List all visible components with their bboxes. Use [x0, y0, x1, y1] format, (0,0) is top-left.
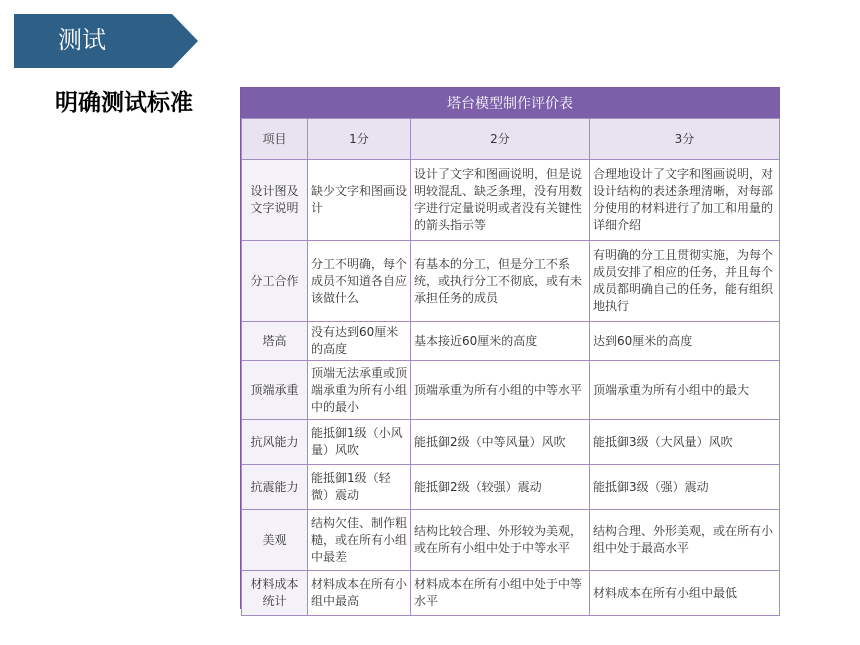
section-header-title: 测试 [58, 26, 106, 54]
column-header-score-3: 3分 [590, 119, 780, 160]
score-3-cell: 材料成本在所有小组中最低 [590, 571, 780, 616]
section-header-banner [14, 14, 198, 68]
table-row [242, 465, 780, 510]
table-header-row [242, 119, 780, 160]
score-2-cell: 材料成本在所有小组中处于中等水平 [411, 571, 590, 616]
row-item: 设计图及文字说明 [242, 160, 308, 241]
table-row [242, 510, 780, 571]
row-item: 抗风能力 [242, 420, 308, 465]
score-1-cell: 分工不明确，每个成员不知道各自应该做什么 [308, 241, 411, 322]
table-row [242, 160, 780, 241]
score-1-cell: 材料成本在所有小组中最高 [308, 571, 411, 616]
table-row [242, 361, 780, 420]
score-3-cell: 能抵御3级（大风量）风吹 [590, 420, 780, 465]
table-title: 塔台模型制作评价表 [241, 88, 779, 118]
score-3-cell: 结构合理、外形美观，或在所有小组中处于最高水平 [590, 510, 780, 571]
score-2-cell: 设计了文字和图画说明，但是说明较混乱、缺乏条理，没有用数字进行定量说明或者没有关键性的箭头指示等 [411, 160, 590, 241]
column-header-score-2: 2分 [411, 119, 590, 160]
score-1-cell: 缺少文字和图画设计 [308, 160, 411, 241]
row-item: 材料成本统计 [242, 571, 308, 616]
score-2-cell: 顶端承重为所有小组的中等水平 [411, 361, 590, 420]
table-row [242, 420, 780, 465]
row-item: 抗震能力 [242, 465, 308, 510]
score-2-cell: 能抵御2级（较强）震动 [411, 465, 590, 510]
score-2-cell: 有基本的分工，但是分工不系统，或执行分工不彻底，或有未承担任务的成员 [411, 241, 590, 322]
score-3-cell: 达到60厘米的高度 [590, 322, 780, 361]
table-row [242, 241, 780, 322]
score-2-cell: 能抵御2级（中等风量）风吹 [411, 420, 590, 465]
score-3-cell: 能抵御3级（强）震动 [590, 465, 780, 510]
slide-subtitle: 明确测试标准 [55, 90, 193, 116]
row-item: 分工合作 [242, 241, 308, 322]
score-1-cell: 能抵御1级（小风量）风吹 [308, 420, 411, 465]
table-row [242, 571, 780, 616]
score-1-cell: 结构欠佳、制作粗糙，或在所有小组中最差 [308, 510, 411, 571]
evaluation-table-card [240, 87, 780, 609]
evaluation-table [241, 118, 780, 616]
score-3-cell: 合理地设计了文字和图画说明，对设计结构的表述条理清晰，对每部分使用的材料进行了加工和用量的详细介绍 [590, 160, 780, 241]
score-2-cell: 结构比较合理、外形较为美观，或在所有小组中处于中等水平 [411, 510, 590, 571]
row-item: 塔高 [242, 322, 308, 361]
score-2-cell: 基本接近60厘米的高度 [411, 322, 590, 361]
score-1-cell: 没有达到60厘米的高度 [308, 322, 411, 361]
score-3-cell: 顶端承重为所有小组中的最大 [590, 361, 780, 420]
column-header-item: 项目 [242, 119, 308, 160]
row-item: 美观 [242, 510, 308, 571]
column-header-score-1: 1分 [308, 119, 411, 160]
row-item: 顶端承重 [242, 361, 308, 420]
score-3-cell: 有明确的分工且贯彻实施，为每个成员安排了相应的任务，并且每个成员都明确自己的任务，能有组织地执行 [590, 241, 780, 322]
table-row [242, 322, 780, 361]
score-1-cell: 能抵御1级（轻微）震动 [308, 465, 411, 510]
score-1-cell: 顶端无法承重或顶端承重为所有小组中的最小 [308, 361, 411, 420]
